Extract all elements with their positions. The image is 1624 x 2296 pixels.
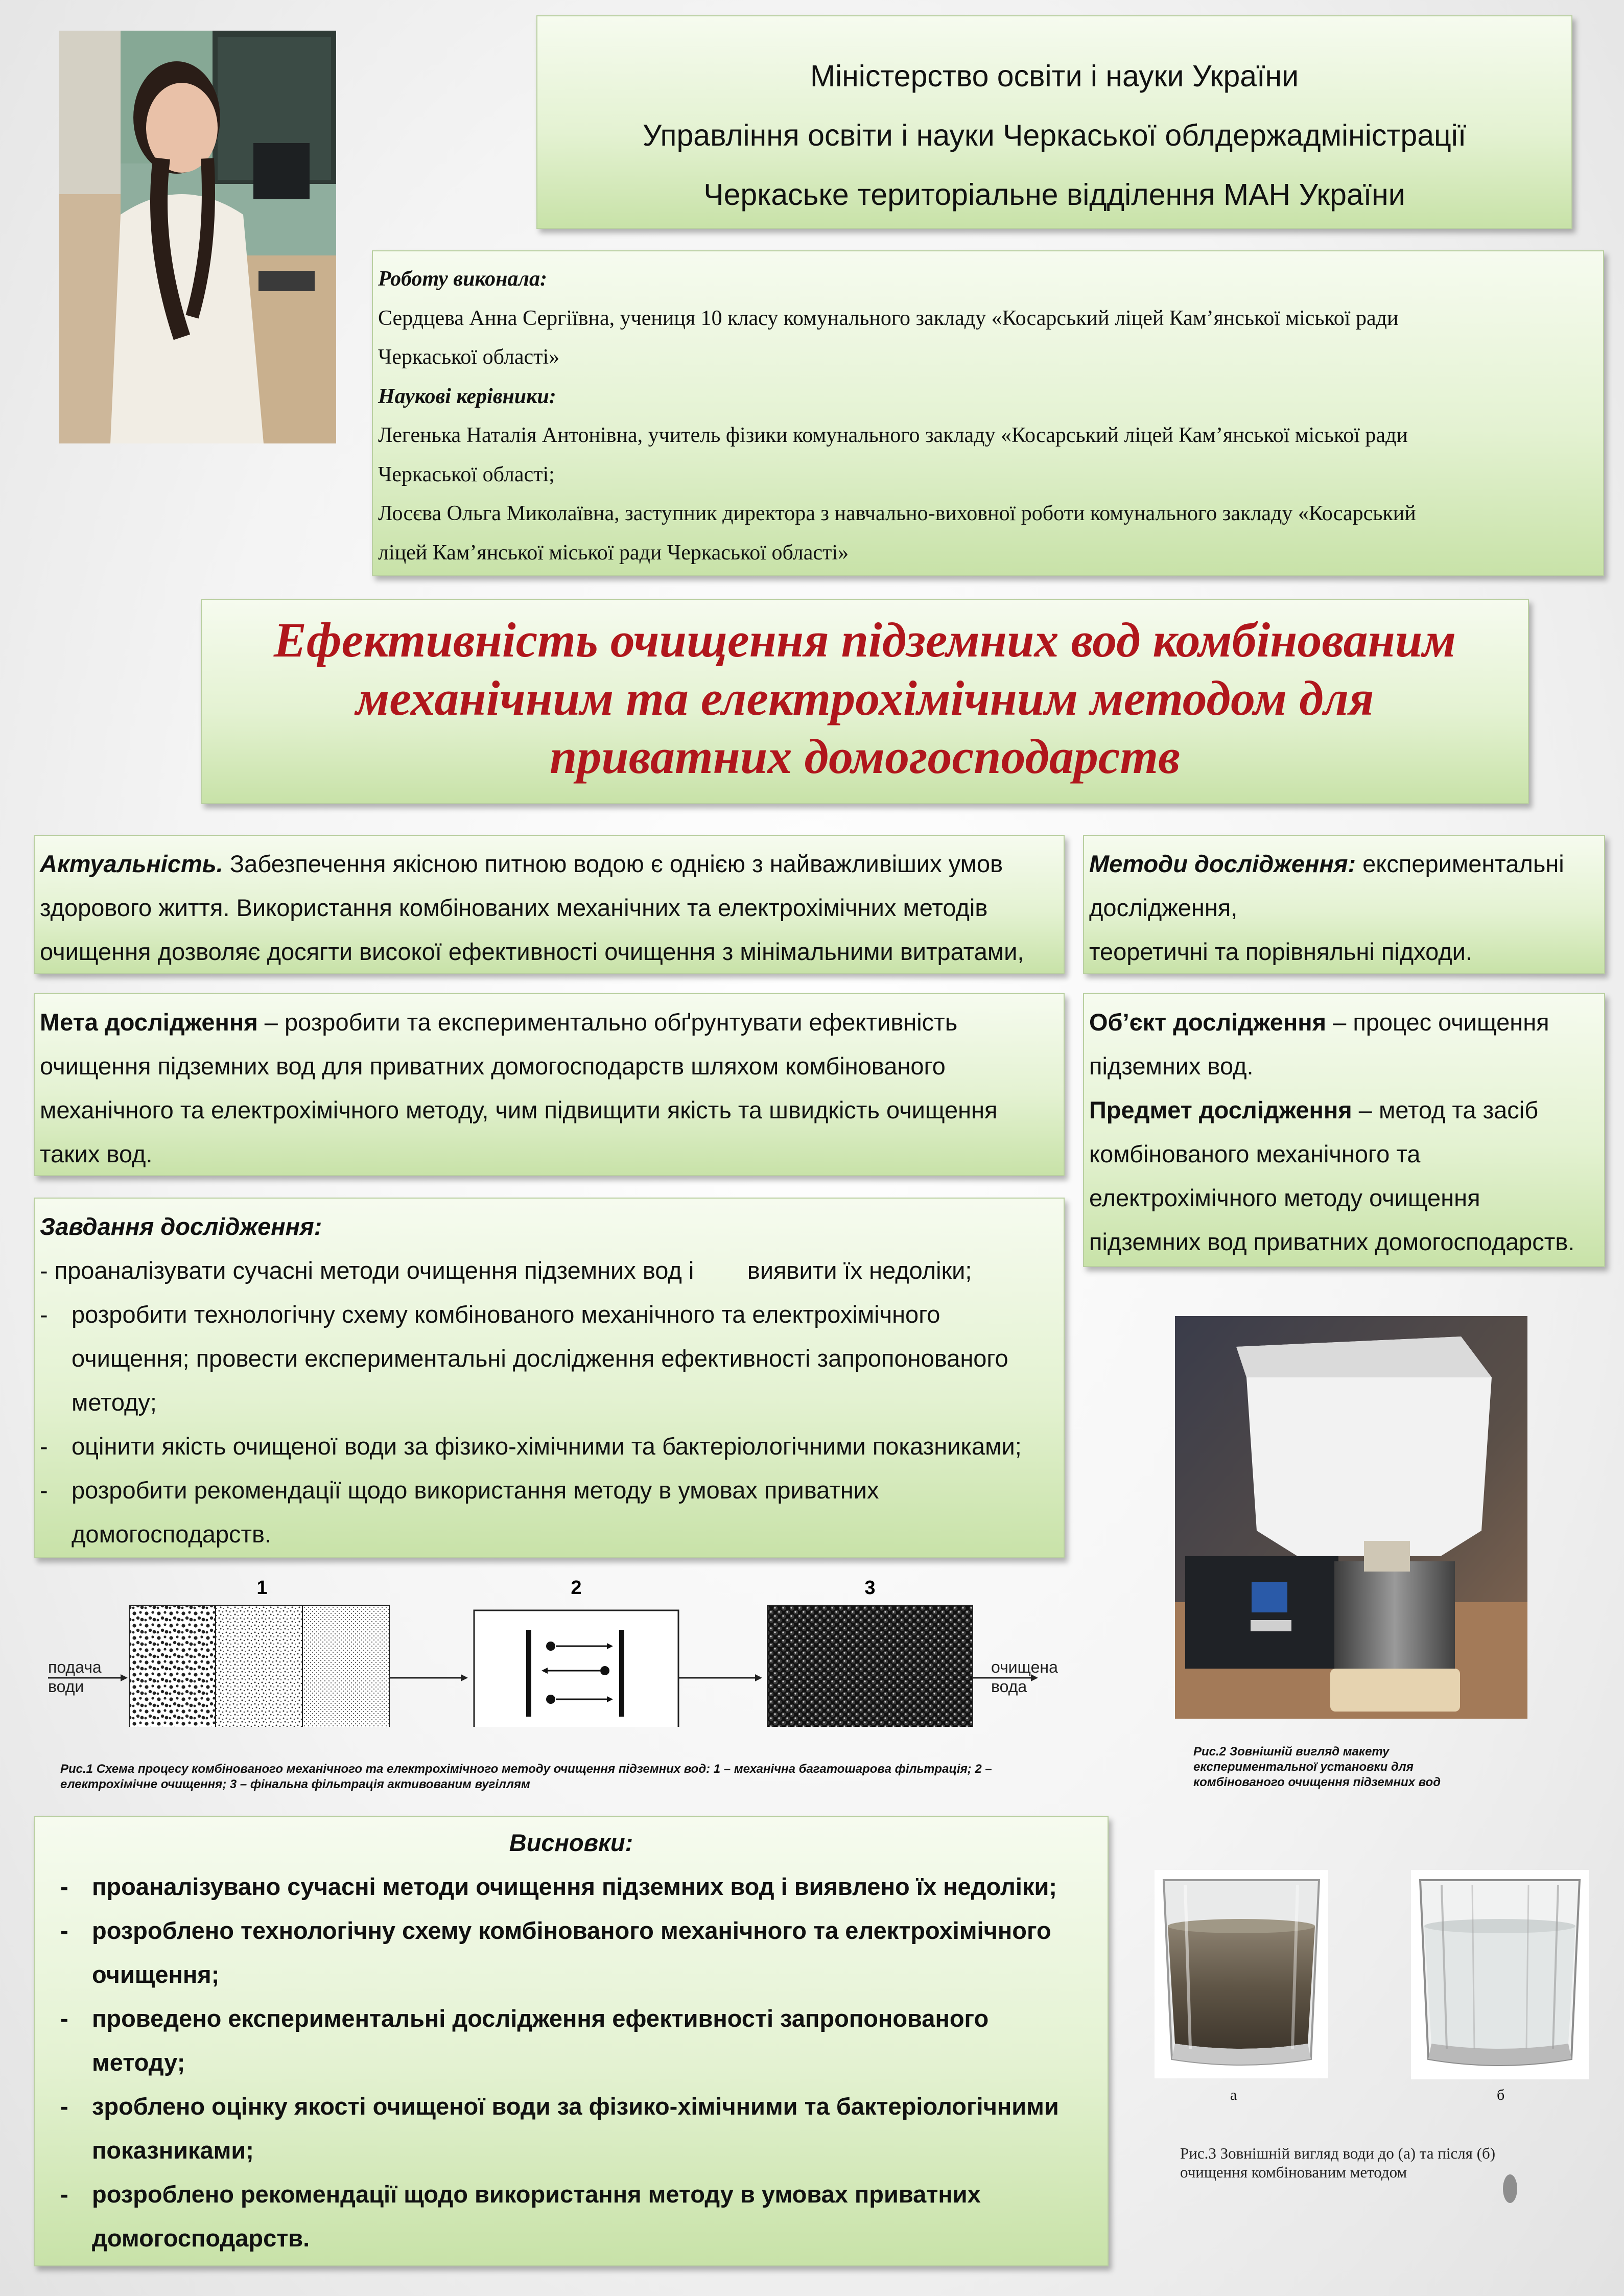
glass-before-photo [1155, 1870, 1328, 2078]
filter-layer-coarse [130, 1605, 216, 1727]
goal-line-2: очищення підземних вод для приватних домогосподарств шляхом комбінованого [40, 1052, 946, 1080]
goal-line-3: механічного та електрохімічного методу, чим підвищити якість та швидкість очищення [40, 1096, 998, 1123]
fig3-caption: Рис.3 Зовнішній вигляд води до (а) та після (б) очищення комбінованим методом [1180, 2144, 1496, 2181]
electrochemical-cell [474, 1610, 678, 1727]
subject-line-2: комбінованого механічного та [1089, 1140, 1421, 1167]
carbon-filter [767, 1605, 973, 1727]
fig2-caption: Рис.2 Зовнішній вигляд макету експериментальної установки для комбінованого очищення підземних вод [1193, 1745, 1441, 1789]
relevance-line-3: очищення дозволяє досягти високої ефективності очищення з мінімальними витратами, [40, 938, 1024, 965]
goal-line-4: таких вод. [40, 1140, 153, 1167]
methods-line-2: дослідження, [1089, 894, 1238, 921]
stage-2-number: 2 [571, 1577, 582, 1599]
relevance-line-2: здорового життя. Використання комбінованих механічних та електрохімічних методів [40, 894, 988, 921]
methods-line-3: теоретичні та порівняльні підходи. [1089, 938, 1472, 965]
done-by-label: Роботу виконала: [378, 267, 547, 291]
output-label-2: вода [991, 1677, 1027, 1696]
header-line-3: Черкаське територіальне відділення МАН України [703, 178, 1405, 212]
relevance-label: Актуальність. [40, 850, 223, 877]
task-item-4: - розробити рекомендації щодо використання методу в умовах приватних домогосподарств. [40, 1477, 879, 1548]
glass-label-b: б [1497, 2087, 1505, 2103]
output-label-1: очищена [991, 1658, 1058, 1676]
conclusions-box [34, 1816, 1109, 2266]
stage-3-number: 3 [864, 1577, 876, 1599]
supervisor-2-line-2: ліцей Кам’янської міської ради Черкаської області» [378, 541, 849, 565]
electrode-right [619, 1630, 624, 1717]
author-photo [59, 31, 336, 443]
student-line-2: Черкаської області» [378, 345, 560, 369]
decorative-dot [1503, 2174, 1517, 2203]
electrode-left [526, 1630, 531, 1717]
subject-line-3: електрохімічного методу очищення [1089, 1184, 1480, 1211]
header-line-1: Міністерство освіти і науки України [810, 59, 1299, 93]
supervisor-1-line-1: Легенька Наталія Антонівна, учитель фізики комунального закладу «Косарський ліцей Кам’янської міської ради [378, 424, 1408, 447]
filter-layer-fine [302, 1605, 389, 1727]
goal-box [34, 993, 1065, 1176]
header-box [536, 15, 1572, 229]
methods-label: Методи дослідження: [1089, 850, 1356, 877]
title-line-2: механічним та електрохімічним методом для [356, 671, 1374, 725]
task-item-2: - розробити технологічну схему комбінованого механічного та електрохімічного очищення; провести експериментальні дослідження ефективності запропонованого методу; [40, 1301, 1008, 1416]
input-label-2: води [48, 1677, 84, 1696]
relevance-line-1: Забезпечення якісною питною водою є однією з найважливіших умов [229, 850, 1003, 877]
header-line-2: Управління освіти і науки Черкаської облдержадміністрації [642, 119, 1467, 152]
relevance-box [34, 835, 1065, 974]
conclusion-item-5: - розроблено рекомендації щодо використання методу в умовах приватних домогосподарств. [60, 2181, 981, 2252]
object-box [1083, 993, 1605, 1267]
object-line-2: підземних вод. [1089, 1052, 1254, 1080]
goal-line-1: – розробити та експериментально обґрунтувати ефективність [257, 1009, 958, 1036]
tasks-box [34, 1198, 1065, 1558]
task-item-1: - проаналізувати сучасні методи очищення підземних вод і виявити їх недоліки; [40, 1257, 972, 1284]
task-item-3: - оцінити якість очищеної води за фізико-хімічними та бактеріологічними показниками; [40, 1433, 1022, 1460]
stage-1-number: 1 [256, 1577, 268, 1599]
input-arrowhead [121, 1674, 128, 1681]
subject-line-1: – метод та засіб [1352, 1096, 1539, 1123]
object-line-1: – процес очищення [1326, 1009, 1549, 1036]
methods-line-1: експериментальні [1362, 850, 1564, 877]
process-diagram [46, 1574, 1109, 1727]
object-label: Об’єкт дослідження [1089, 1009, 1327, 1036]
conclusion-item-4: - зроблено оцінку якості очищеної води за фізико-хімічними та бактеріологічними показниками; [60, 2093, 1059, 2164]
input-label-1: подача [48, 1658, 102, 1676]
conclusion-item-3: - проведено експериментальні дослідження ефективності запропонованого методу; [60, 2005, 989, 2076]
conclusion-item-1: - проаналізувано сучасні методи очищення підземних вод і виявлено їх недоліки; [60, 1873, 1057, 1900]
student-line-1: Сердцева Анна Сергіївна, учениця 10 класу комунального закладу «Косарський ліцей Кам’янської міської ради [378, 306, 1399, 330]
supervisor-2-line-1: Лосєва Ольга Миколаївна, заступник директора з навчально-виховної роботи комунального закладу «Косарський [378, 502, 1416, 525]
filter-layer-medium [216, 1605, 302, 1727]
tasks-label: Завдання дослідження: [40, 1213, 322, 1240]
fig1-caption: Рис.1 Схема процесу комбінованого механічного та електрохімічного методу очищення підземних вод: 1 – механічна багатошарова фільтрація; 2 – електрохімічне очищення; 3 – фінальна фільтрація активованим вугіллям [60, 1762, 992, 1791]
setup-photo [1175, 1316, 1527, 1719]
goal-label: Мета дослідження [40, 1009, 258, 1036]
title-box [201, 599, 1529, 804]
supervisors-label: Наукові керівники: [378, 384, 556, 408]
subject-label: Предмет дослідження [1089, 1096, 1352, 1123]
title-line-3: приватних домогосподарств [549, 729, 1181, 784]
methods-box [1083, 835, 1605, 974]
supervisor-1-line-2: Черкаської області; [378, 462, 555, 486]
conclusions-title: Висновки: [509, 1829, 633, 1856]
title-line-1: Ефективність очищення підземних вод комбінованим [273, 613, 1456, 667]
subject-line-4: підземних вод приватних домогосподарств. [1089, 1228, 1575, 1255]
glass-after-photo [1411, 1870, 1589, 2079]
conclusion-item-2: - розроблено технологічну схему комбінованого механічного та електрохімічного очищення; [60, 1917, 1051, 1988]
authors-box [372, 250, 1604, 576]
glass-label-a: а [1230, 2087, 1237, 2103]
